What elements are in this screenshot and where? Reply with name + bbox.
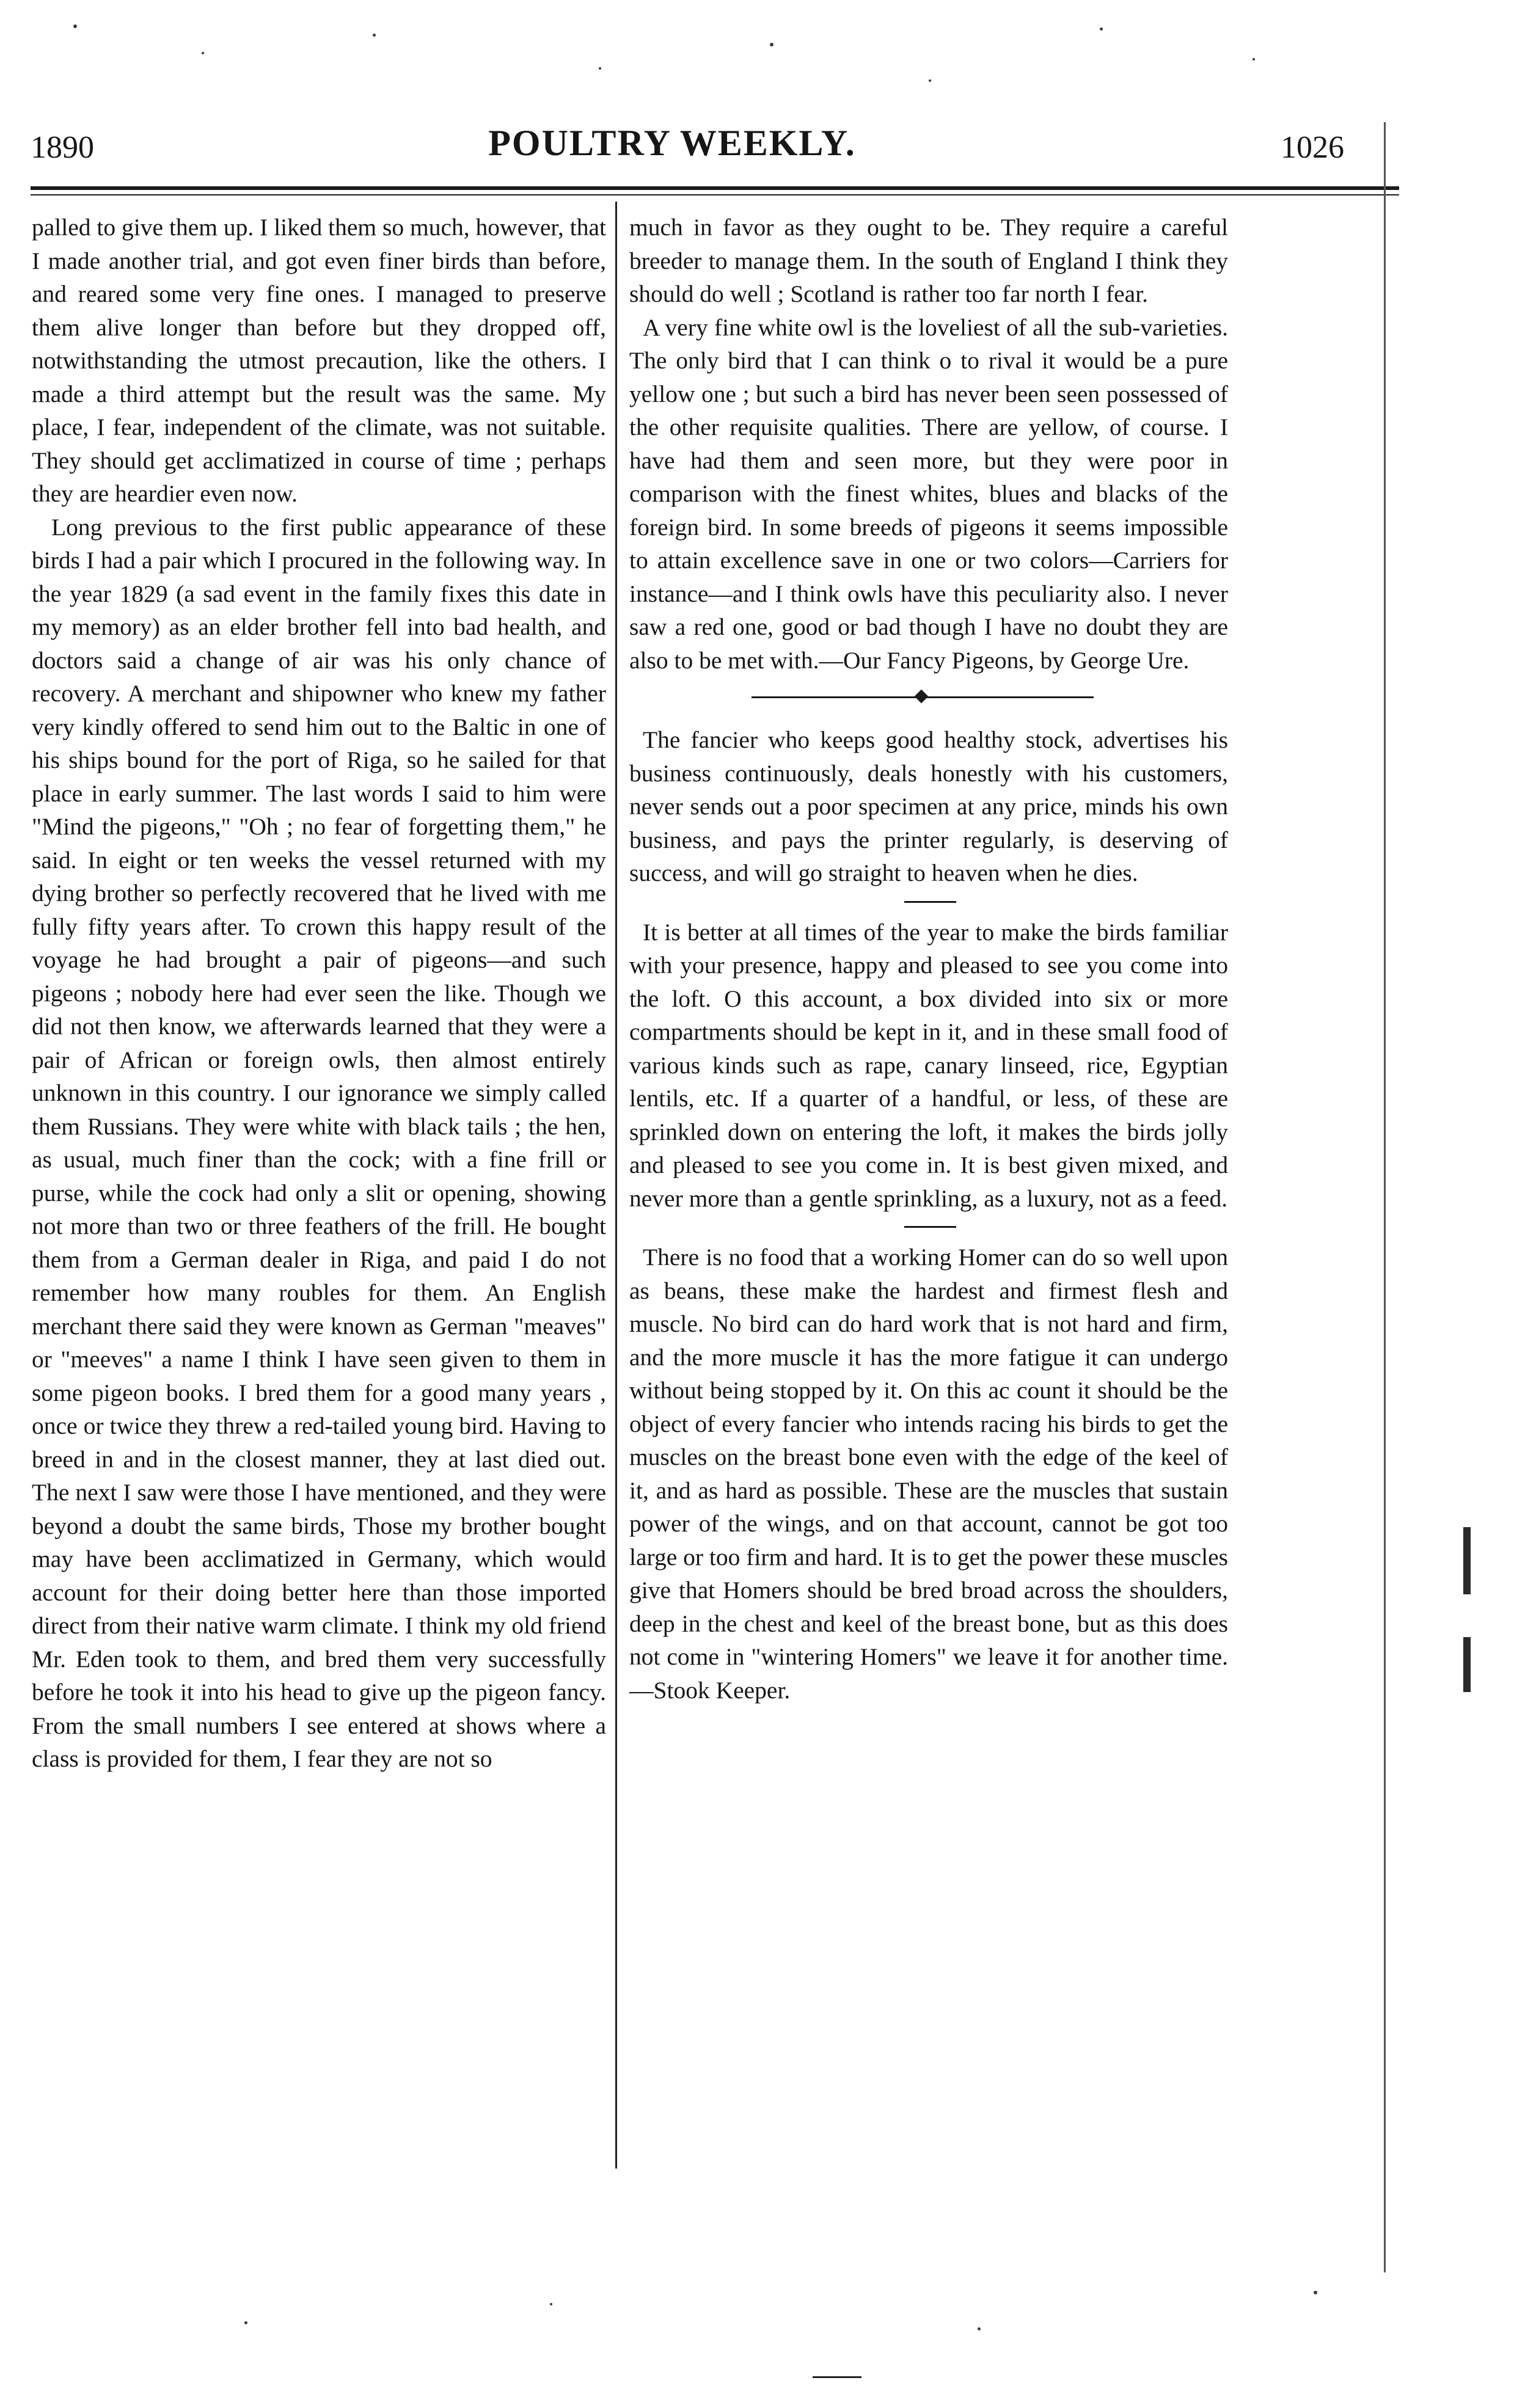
article-paragraph: A very fine white owl is the loveliest of all the sub-varieties. The only bird that I can think o to rival it would be a pure yellow one ; but such a bird has never been seen possessed of the other requisite qualities. There are yellow, of course. I have had them and seen more, but they were poor in comparison with the finest whites, blues and blacks of the foreign bird. In some breeds of pigeons it seems impossible to attain excellence save in one or two colors—Carriers for instance—and I think owls have this peculiarity also. I never saw a red one, good or bad though I have no doubt they are also to be met with.—Our Fancy Pigeons, by George Ure. [629,313,1228,674]
scan-speckle [1100,27,1103,31]
section-divider [629,683,1228,711]
scan-speckle [1314,2291,1317,2294]
column-divider [615,202,617,2169]
scan-speckle [373,34,376,37]
news-item: It is better at all times of the year to make the birds familiar with your presence, happy and pleased to see you come into the loft. O this account, a box divided into six or more compartments should be kept in it, and in these small food of various kinds such as rape, canary linseed, rice, Egyptian lentils, etc. If a quarter of a handful, or less, of these are sprinkled down on entering the loft, it makes the birds jolly and pleased to see you come in. It is best given mixed, and never more than a gentle sprinkling, as a luxury, not as a feed. [629,918,1228,1212]
page-header [31,122,1393,189]
page-number: 1026 [1281,130,1344,165]
scan-speckle [599,67,601,70]
article-continuation: much in favor as they ought to be. They require a careful breeder to manage them. In the south of England I think they should do well ; Scotland is rather too far north I fear. [629,214,1228,307]
issue-year: 1890 [31,130,94,165]
scan-speckle [978,2327,981,2330]
scan-speckle [929,79,931,82]
news-item: The fancier who keeps good healthy stock, advertises his business continuously, deals honestly with his customers, never sends out a poor specimen at any price, minds his own business, and pays the printer regularly, is deserving of success, and will go straight to heaven when he dies. [629,726,1228,886]
publication-title: POULTRY WEEKLY. [488,123,856,163]
news-item: There is no food that a working Homer can do so well upon as beans, these make the hardest and firmest flesh and muscle. No bird can do hard work that is not hard and firm, and the more muscle it has the more fatigue it can undergo without being stopped by it. On this ac count it should be the object of every fancier who intends racing his birds to get the muscles on the breast bone even with the edge of the keel of it, and as hard as possible. These are the muscles that sustain power of the wings, and on that account, cannot be got too large or too firm and hard. It is to get the power these muscles give that Homers should be bred broad across the shoulders, deep in the chest and keel of the breast bone, but as this does not come in "wintering Homers" we leave it for another time.—Stook Keeper. [629,1244,1228,1704]
item-divider [629,892,1228,911]
item-divider [629,1217,1228,1236]
right-column [629,211,1228,1707]
scan-speckle [244,2321,247,2324]
header-rule [31,186,1399,190]
diamond-ornament [915,690,929,704]
scan-speckle [202,52,204,54]
scan-speckle [73,24,77,28]
article-paragraph: palled to give them up. I liked them so much, however, that I made another trial, and got even finer birds than before, and reared some very fine ones. I managed to preserve them alive longer than before but they dropped off, notwithstanding the utmost precaution, like the others. I made a third attempt but the result was the same. My place, I fear, independent of the climate, was not suitable. They should get acclimatized in course of time ; perhaps they are heardier even now. [32,214,606,507]
article-paragraph: Long previous to the first public appearance of these birds I had a pair which I procured in the following way. In the year 1829 (a sad event in the family fixes this date in my memory) as an elder brother fell into bad health, and doctors said a change of air was his only chance of recovery. A merchant and shipowner who knew my father very kindly offered to send him out to the Baltic in one of his ships bound for the port of Riga, so he sailed for that place in early summer. The last words I said to him were "Mind the pigeons," "Oh ; no fear of forgetting them," he said. In eight or ten weeks the vessel returned with my dying brother so perfectly recovered that he lived with me fully fifty years after. To crown this happy result of the voyage he had brought a pair of pigeons—and such pigeons ; nobody here had ever seen the like. Though we did not then know, we afterwards learned that they were a pair of African or foreign owls, then almost entirely unknown in this country. I our ignorance we simply called them Russians. They were white with black tails ; the hen, as usual, much finer than the cock; with a fine frill or purse, while the cock had only a slit or opening, showing not more than two or three feathers of the frill. He bought them from a German dealer in Riga, and paid I do not remember how many roubles for them. An English merchant there said they were known as German "meaves" or "meeves" a name I think I have seen given to them in some pigeon books. I bred them for a good many years , once or twice they threw a red-tailed young bird. Having to breed in and in the closest manner, they at last died out. The next I saw were those I have mentioned, and they were beyond a doubt the same birds, Those my brother bought may have been acclimatized in Germany, which would account for their doing better here than those imported direct from their native warm climate. I think my old friend Mr. Eden took to them, and bred them very successfully before he took it into his head to give up the pigeon fancy. From the small numbers I see entered at shows where a class is provided for them, I fear they are not so [32,513,607,1772]
left-column [32,211,606,1776]
header-rule-thin [31,194,1399,195]
footer-mark [813,2376,861,2378]
page-edge-line [1384,122,1386,2272]
scan-speckle [550,2303,552,2305]
scan-speckle [1253,58,1255,60]
margin-binding-mark [1463,1637,1471,1692]
scan-speckle [770,43,773,46]
margin-binding-mark [1463,1527,1471,1594]
